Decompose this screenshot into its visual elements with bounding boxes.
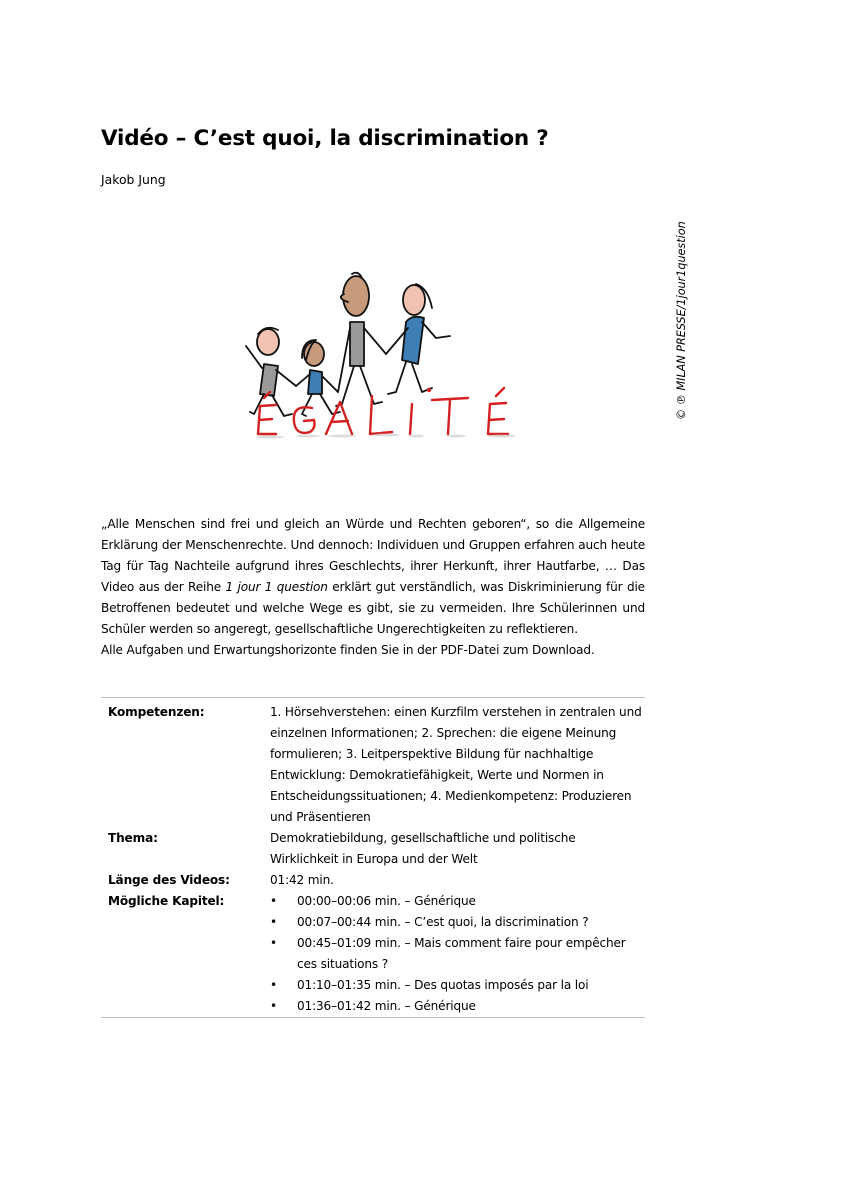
row-value-chapters [270,891,645,1018]
chapter-list [270,891,645,1017]
row-label-kompetenzen: Kompetenzen: [108,705,205,719]
row-value-kompetenzen: 1. Hörsehverstehen: einen Kurzfilm verstehen in zentralen und einzelnen Informationen; 2. Sprechen: die eigene Meinung formulieren; 3. Leitperspektive Bildung für nachhaltige Entwicklung: Demokratiefähigkeit, Werte und Normen in Entscheidungssituationen; 4. Medienkompetenz: Produzieren und Präsentieren [270,705,642,824]
chapter-item: • 00:07–00:44 min. – C’est quoi, la discrimination ? [270,912,645,933]
download-note: Alle Aufgaben und Erwartungshorizonte finden Sie in der PDF-Datei zum Download. [101,643,595,657]
row-label-thema: Thema: [108,831,158,845]
table-row [101,698,645,829]
table-row [101,870,645,891]
row-label-video-length: Länge des Videos: [108,873,230,887]
intro-text [101,514,645,661]
chapter-item: • 00:00–00:06 min. – Générique [270,891,645,912]
image-credit: © ℗ MILAN PRESSE/1jour1question [675,221,688,420]
page-title: Vidéo – C’est quoi, la discrimination ? [101,126,549,151]
info-table [101,697,645,1018]
table-row [101,891,645,1018]
row-value-video-length: 01:42 min. [270,873,334,887]
author-name: Jakob Jung [101,172,166,187]
chapter-item: • 01:36–01:42 min. – Générique [270,996,645,1017]
intro-paragraph: „Alle Menschen sind frei und gleich an Würde und Rechten geboren“, so die Allgemeine Erklärung der Menschenrechte. Und dennoch: Individuen und Gruppen erfahren auch heute Tag für Tag Nachteile aufgrund ihres Geschlechts, ihrer Herkunft, ihrer Hautfarbe, … Das Video aus der Reihe 1 jour 1 question erklärt gut verständlich, was Diskriminierung für die Betroffenen bedeutet und welche Wege es gibt, sie zu vermeiden. Ihre Schülerinnen und Schüler werden so angeregt, gesellschaftliche Ungerechtigkeiten zu reflektieren. [101,517,645,636]
row-label-chapters: Mögliche Kapitel: [108,894,225,908]
table-row [101,828,645,870]
egalite-illustration [236,264,528,440]
series-name: 1 jour 1 question [225,580,328,594]
chapter-item: • 00:45–01:09 min. – Mais comment faire pour empêcher ces situations ? [270,933,645,975]
row-value-thema: Demokratiebildung, gesellschaftliche und politische Wirklichkeit in Europa und der Welt [270,831,576,866]
chapter-item: • 01:10–01:35 min. – Des quotas imposés par la loi [270,975,645,996]
